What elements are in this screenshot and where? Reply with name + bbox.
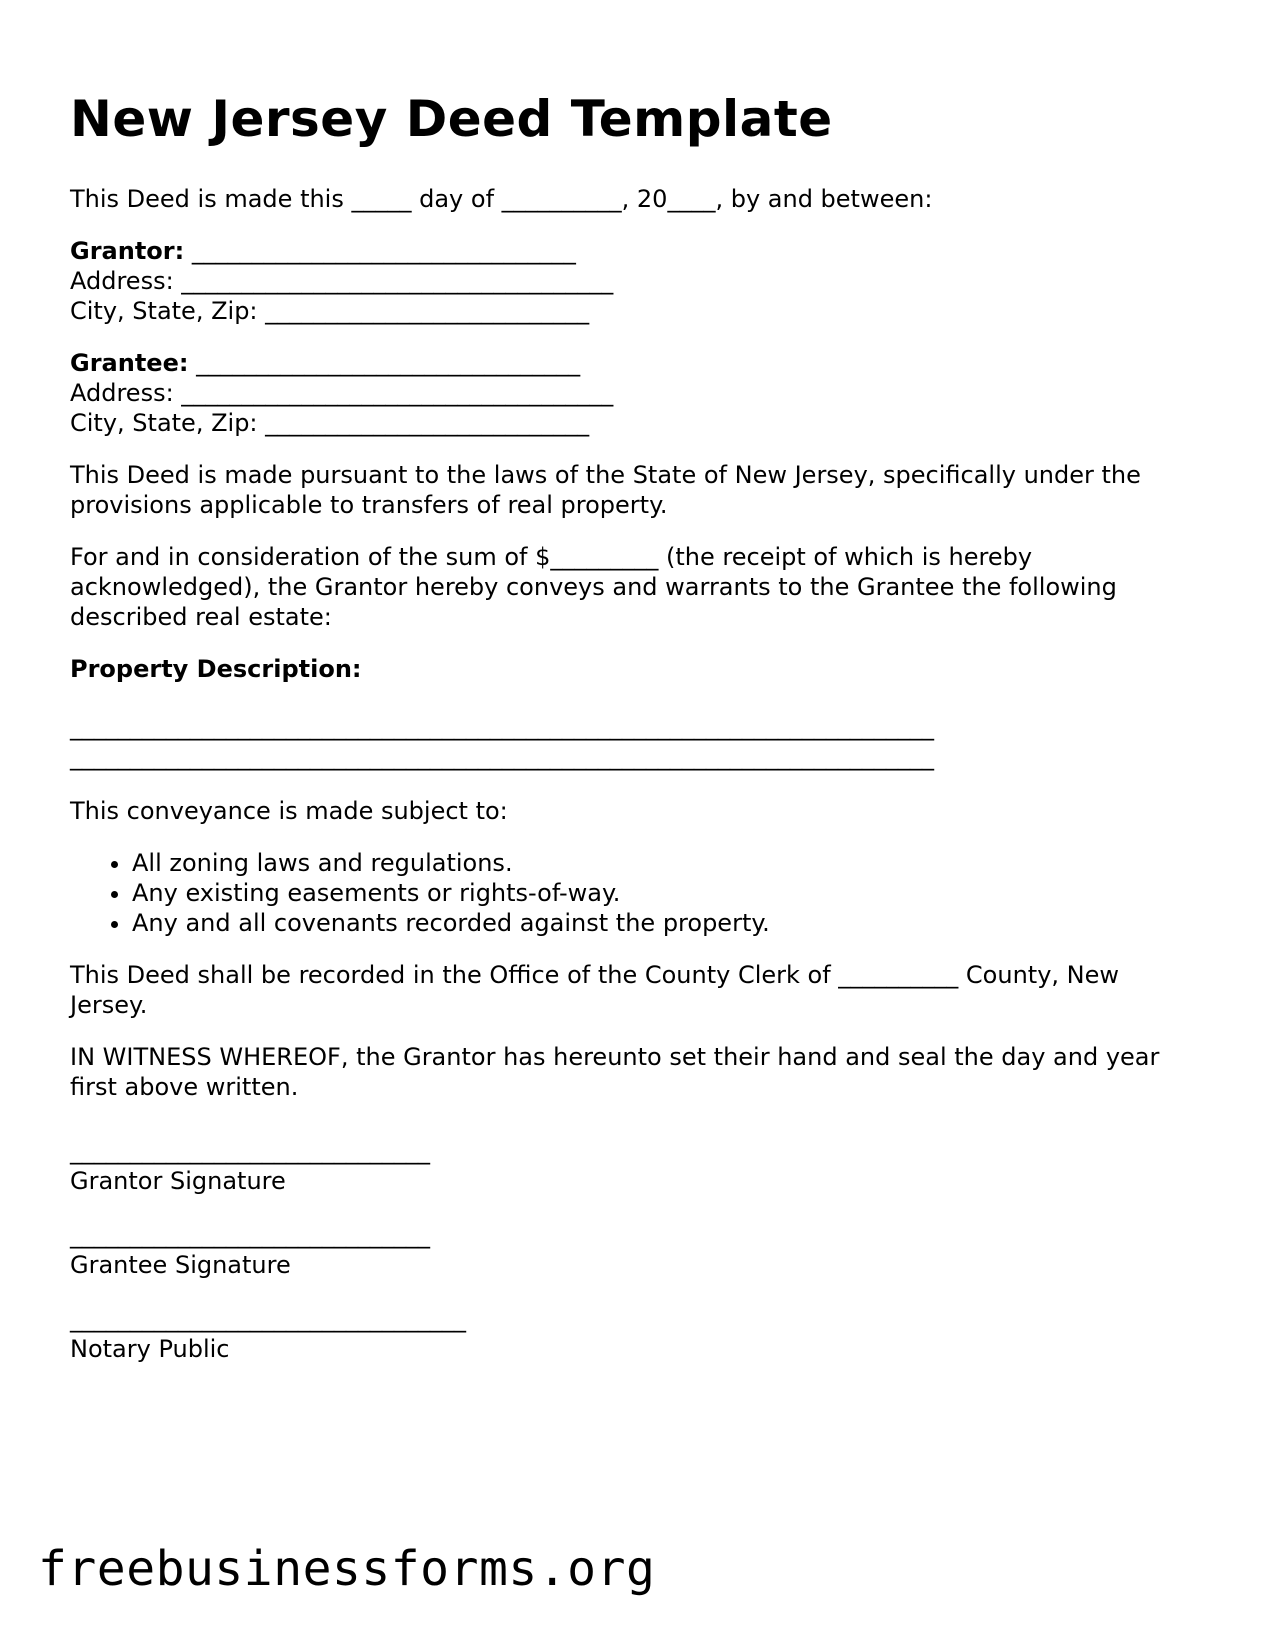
notary-signature-block xyxy=(70,1304,1200,1364)
notary-signature-label: Notary Public xyxy=(70,1335,230,1363)
witness-paragraph: IN WITNESS WHEREOF, the Grantor has hereunto set their hand and seal the day and year first above written. xyxy=(70,1043,1160,1101)
grantee-signature-label: Grantee Signature xyxy=(70,1251,291,1279)
grantee-section xyxy=(70,348,1200,438)
site-watermark: freebusinessforms.org xyxy=(38,1541,656,1597)
condition-item: • Any existing easements or rights-of-way. xyxy=(132,878,1200,908)
condition-item: • All zoning laws and regulations. xyxy=(132,848,1200,878)
pursuant-paragraph: This Deed is made pursuant to the laws of the State of New Jersey, specifically under the provisions applicable to transfers of real property. xyxy=(70,461,1141,519)
grantee-address-line: Address: ____________________________________ xyxy=(70,379,614,407)
property-description-lines xyxy=(70,712,1200,772)
grantor-signature-block xyxy=(70,1136,1200,1196)
grantee-signature-line: ______________________________ xyxy=(70,1221,430,1249)
grantor-signature-line: ______________________________ xyxy=(70,1137,430,1165)
property-description-line: ________________________________________________________________________ xyxy=(70,713,934,741)
property-description-heading: Property Description: xyxy=(70,655,362,683)
grantor-label: Grantor: xyxy=(70,237,185,265)
notary-signature-line: _________________________________ xyxy=(70,1305,466,1333)
grantee-name-line xyxy=(70,348,1200,378)
intro-text: This Deed is made this _____ day of __________, 20____, by and between: xyxy=(70,185,933,213)
grantor-signature-label: Grantor Signature xyxy=(70,1167,286,1195)
grantor-name-blank: ________________________________ xyxy=(184,237,576,265)
document-title: New Jersey Deed Template xyxy=(70,90,833,148)
grantee-label: Grantee: xyxy=(70,349,189,377)
grantee-signature-block xyxy=(70,1220,1200,1280)
property-description-line: ________________________________________________________________________ xyxy=(70,743,934,771)
subject-to-text: This conveyance is made subject to: xyxy=(70,797,508,825)
recording-paragraph: This Deed shall be recorded in the Office of the County Clerk of __________ County, New Jersey. xyxy=(70,961,1120,1019)
grantee-name-blank: ________________________________ xyxy=(188,349,581,377)
conditions-list xyxy=(70,848,1200,938)
consideration-paragraph: For and in consideration of the sum of $_________ (the receipt of which is hereby acknowledged), the Grantor hereby conveys and warrants to the Grantee the following described real estate: xyxy=(70,543,1117,631)
grantor-name-line xyxy=(70,236,1200,266)
deed-content xyxy=(70,88,1200,1388)
grantor-city-line: City, State, Zip: ___________________________ xyxy=(70,297,590,325)
grantor-address-line: Address: ____________________________________ xyxy=(70,267,614,295)
grantee-city-line: City, State, Zip: ___________________________ xyxy=(70,409,590,437)
grantor-section xyxy=(70,236,1200,326)
condition-item: • Any and all covenants recorded against the property. xyxy=(132,908,1200,938)
